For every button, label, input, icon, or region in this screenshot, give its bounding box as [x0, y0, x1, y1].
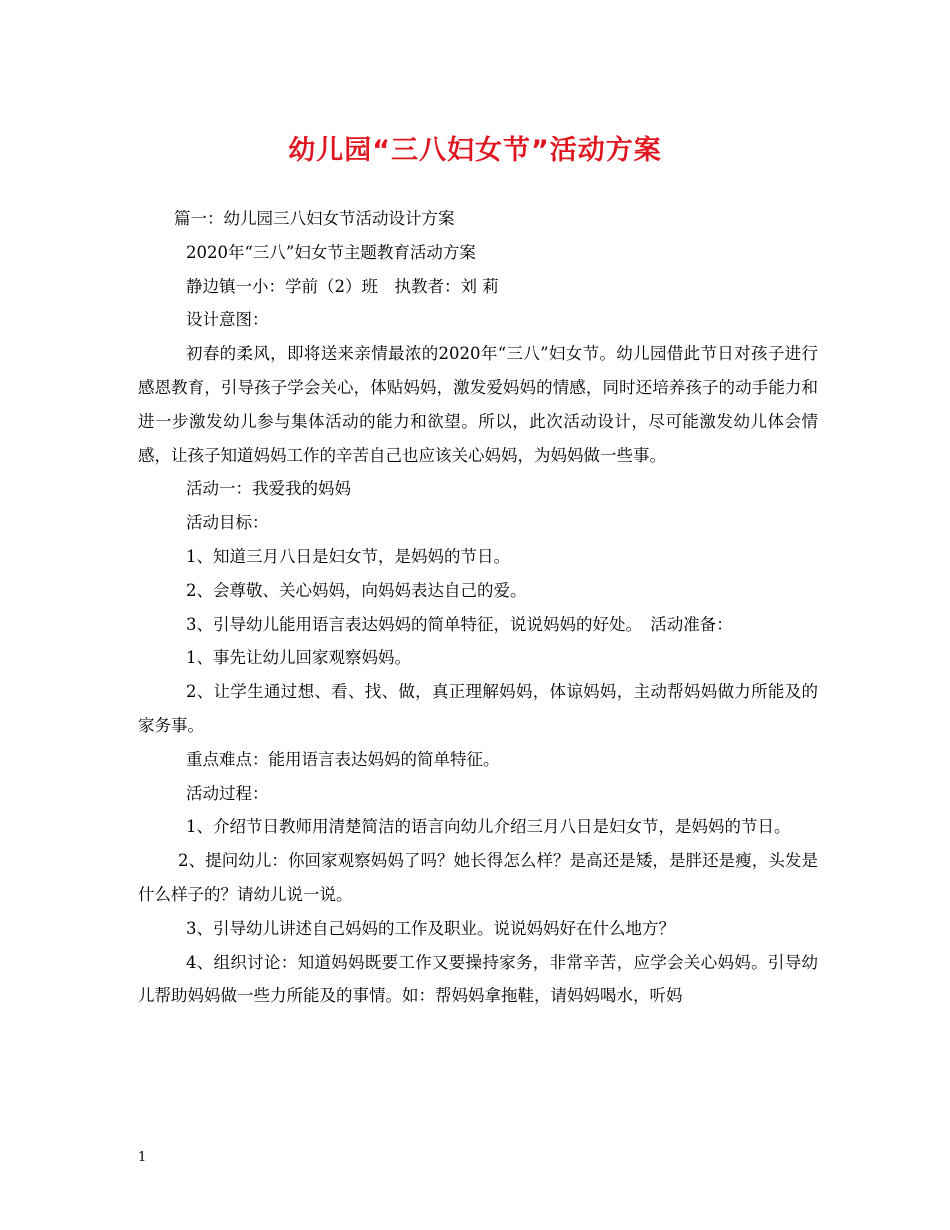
- paragraph: 静边镇一小：学前（2）班 执教者：刘 莉: [186, 276, 499, 296]
- page-title: 幼儿园“三八妇女节”活动方案: [288, 135, 662, 166]
- paragraph: 设计意图：: [186, 310, 269, 330]
- paragraph: 1、知道三月八日是妇女节，是妈妈的节日。: [186, 546, 510, 566]
- paragraph: 活动一：我爱我的妈妈: [186, 479, 351, 499]
- paragraph: 2、让学生通过想、看、找、做，真正理解妈妈，体谅妈妈，主动帮妈妈做力所能及的家务事。: [138, 682, 818, 735]
- paragraph: 4、组织讨论：知道妈妈既要工作又要操持家务，非常辛苦，应学会关心妈妈。引导幼儿帮助妈妈做一些力所能及的事情。如：帮妈妈拿拖鞋，请妈妈喝水，听妈: [138, 952, 818, 1006]
- paragraph: 2、提问幼儿：你回家观察妈妈了吗？她长得怎么样？是高还是矮，是胖还是瘦，头发是什么样子的？请幼儿说一说。: [138, 851, 818, 904]
- paragraph: 3、引导幼儿讲述自己妈妈的工作及职业。说说妈妈好在什么地方？: [186, 918, 675, 938]
- paragraph: 1、事先让幼儿回家观察妈妈。: [186, 648, 411, 668]
- paragraph: 1、介绍节日教师用清楚简洁的语言向幼儿介绍三月八日是妇女节，是妈妈的节日。: [186, 817, 791, 837]
- paragraph: 活动目标：: [186, 513, 269, 533]
- paragraph: 篇一：幼儿园三八妇女节活动设计方案: [174, 209, 455, 228]
- paragraph: 初春的柔风，即将送来亲情最浓的2020年“三八”妇女节。幼儿园借此节日对孩子进行感恩教育，引导孩子学会关心，体贴妈妈，激发爱妈妈的情感，同时还培养孩子的动手能力和进一步激发幼儿参与集体活动的能力和欲望。所以，此次活动设计，尽可能激发幼儿体会情感，让孩子知道妈妈工作的辛苦自己也应该关心妈妈，为妈妈做一些事。: [138, 344, 818, 465]
- paragraph: 3、引导幼儿能用语言表达妈妈的简单特征，说说妈妈的好处。 活动准备：: [186, 614, 733, 634]
- paragraph: 2020年“三八”妇女节主题教育活动方案: [186, 242, 476, 262]
- paragraph: 活动过程：: [186, 783, 269, 803]
- paragraph: 2、会尊敬、关心妈妈，向妈妈表达自己的爱。: [186, 580, 527, 600]
- document-body: [138, 202, 818, 1013]
- page-number: 1: [138, 1150, 147, 1165]
- paragraph: 重点难点：能用语言表达妈妈的简单特征。: [186, 749, 500, 769]
